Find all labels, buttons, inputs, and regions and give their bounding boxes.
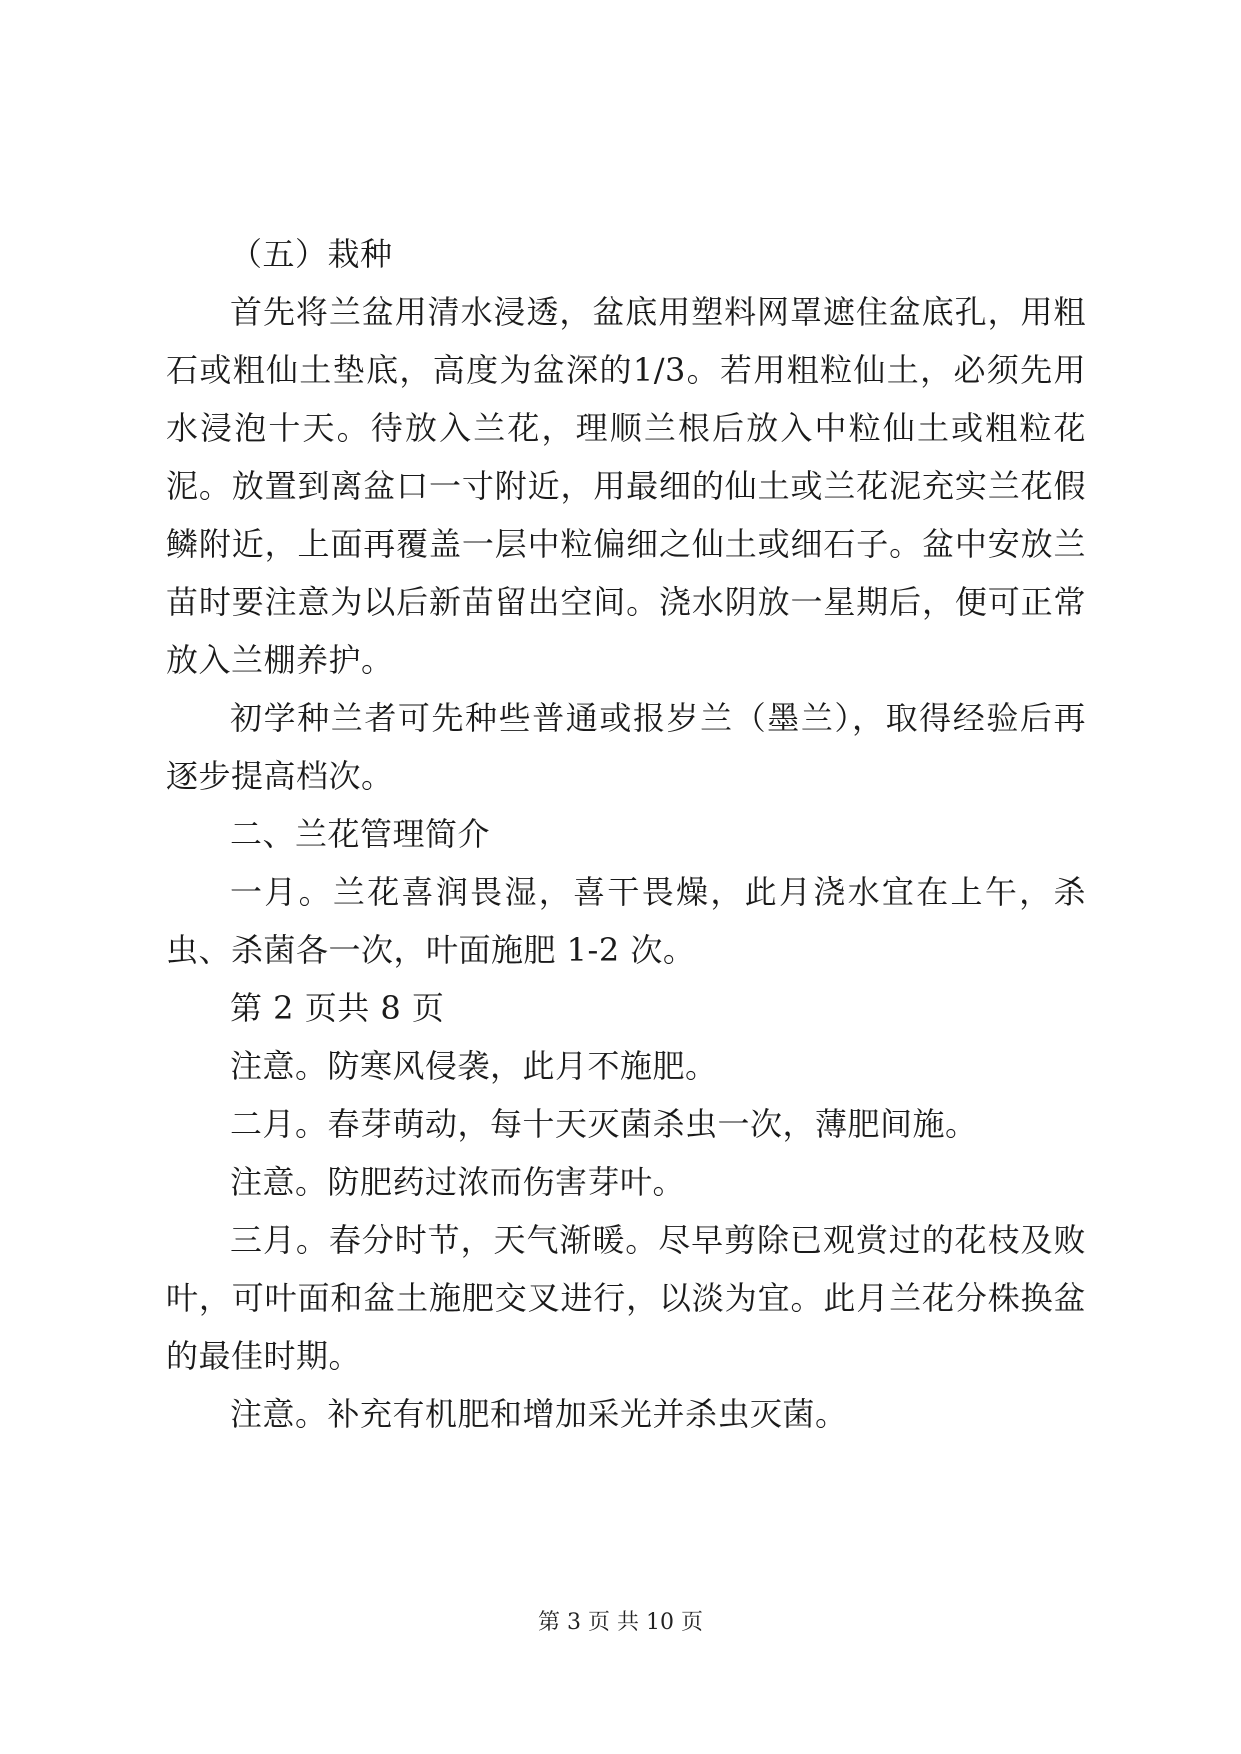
section-heading-planting: （五）栽种 [230, 235, 393, 273]
paragraph-february: 二月。春芽萌动，每十天灭菌杀虫一次，薄肥间施。 [230, 1105, 978, 1143]
paragraph-january-note: 注意。防寒风侵袭，此月不施肥。 [230, 1047, 718, 1085]
paragraph-planting-steps: 首先将兰盆用清水浸透，盆底用塑料网罩遮住盆底孔，用粗石或粗仙土垫底，高度为盆深的1/3。若用粗粒仙土，必须先用水浸泡十天。待放入兰花，理顺兰根后放入中粒仙土或粗粒花泥。放置到离盆口一寸附近，用最细的仙土或兰花泥充实兰花假鳞附近，上面再覆盖一层中粒偏细之仙土或细石子。盆中安放兰苗时要注意为以后新苗留出空间。浇水阴放一星期后，便可正常放入兰棚养护。 [166, 293, 1086, 679]
body-text [166, 225, 1086, 1443]
paragraph-beginner-advice: 初学种兰者可先种些普通或报岁兰（墨兰），取得经验后再逐步提高档次。 [166, 699, 1086, 795]
page-footer: 第 3 页 共 10 页 [538, 1610, 703, 1635]
section-heading-management: 二、兰花管理简介 [230, 815, 491, 853]
paragraph-march-note: 注意。补充有机肥和增加采光并杀虫灭菌。 [230, 1395, 848, 1433]
inline-page-marker: 第 2 页共 8 页 [230, 989, 445, 1027]
paragraph-march: 三月。春分时节，天气渐暖。尽早剪除已观赏过的花枝及败叶，可叶面和盆土施肥交叉进行，以淡为宜。此月兰花分株换盆的最佳时期。 [166, 1221, 1086, 1375]
paragraph-january: 一月。兰花喜润畏湿，喜干畏燥，此月浇水宜在上午，杀虫、杀菌各一次，叶面施肥 1-2 次。 [166, 873, 1086, 969]
paragraph-february-note: 注意。防肥药过浓而伤害芽叶。 [230, 1163, 686, 1201]
